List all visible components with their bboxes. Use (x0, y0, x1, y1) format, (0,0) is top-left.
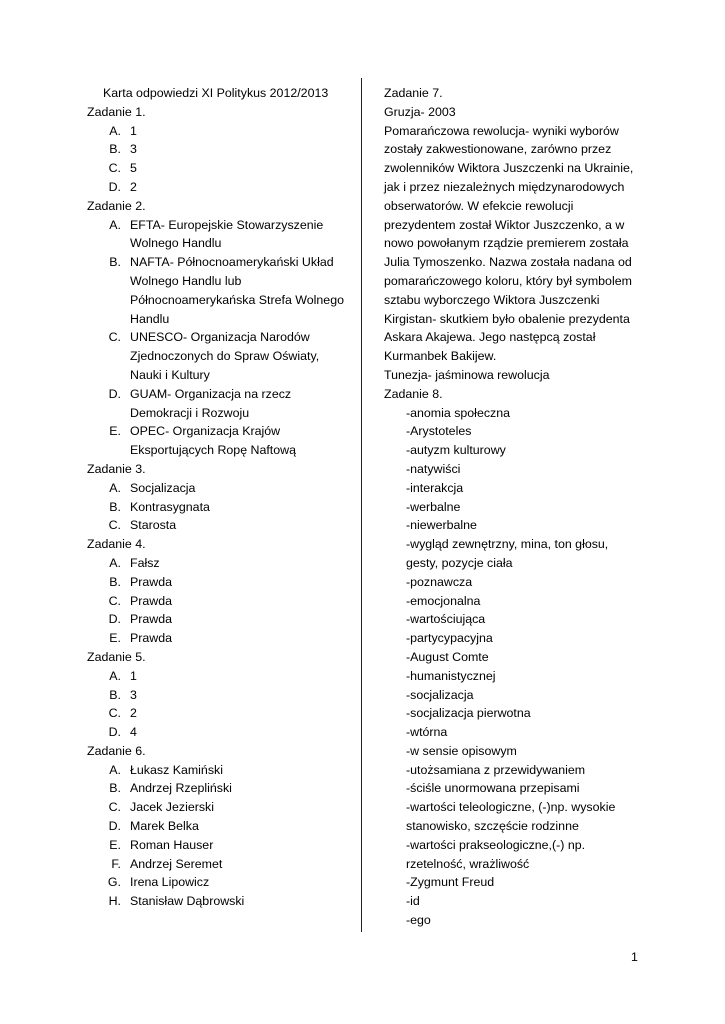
answer-line: -utożsamiana z przewidywaniem (406, 762, 586, 777)
answer-text (130, 253, 355, 328)
answer-line: Andrzej Rzepliński (130, 781, 232, 796)
answer-line: -ego (406, 913, 431, 928)
answer-text (130, 817, 355, 836)
answer-label: C. (108, 800, 121, 815)
answer-item (87, 610, 355, 629)
text-line: zostały zakwestionowane, zarówno przez (384, 142, 612, 157)
answer-label: B. (109, 687, 121, 702)
answer-line: -anomia społeczna (406, 405, 511, 420)
answer-line: Demokracji i Rozwoju (130, 405, 250, 420)
answer-label: C. (108, 593, 121, 608)
answer-text (130, 498, 355, 517)
answer-line: Starosta (130, 518, 177, 533)
answer-line: -partycypacyjna (406, 631, 493, 646)
answer-line: -emocjonalna (406, 593, 481, 608)
answer-line: -socjalizacja (406, 687, 474, 702)
answer-label: D. (108, 819, 121, 834)
answer-item (87, 516, 355, 535)
task-heading: Zadanie 5. (87, 649, 146, 664)
answer-text (130, 873, 355, 892)
answer-text (130, 892, 355, 911)
answer-line: 3 (130, 142, 137, 157)
answer-label: B. (109, 781, 121, 796)
answer-line: UNESCO- Organizacja Narodów (130, 330, 310, 345)
task-heading: Zadanie 1. (87, 104, 146, 119)
answer-label: B. (109, 574, 121, 589)
task-section (87, 535, 355, 648)
answer-label: C. (108, 706, 121, 721)
answer-line: -Zygmunt Freud (406, 875, 495, 890)
answer-label: A. (109, 123, 121, 138)
answer-text (130, 610, 355, 629)
task-8-answer (384, 404, 654, 930)
answer-item (87, 798, 355, 817)
text-line: Pomarańczowa rewolucja- wyniki wyborów (384, 123, 619, 138)
answer-line: -wartości teleologiczne, (-)np. wysokie (406, 800, 616, 815)
answer-line: -August Comte (406, 649, 489, 664)
answer-line: Północnoamerykańska Strefa Wolnego (130, 292, 344, 307)
text-line: sztabu wyborczego Wiktora Juszczenki (384, 292, 600, 307)
answer-line: Nauki i Kultury (130, 367, 210, 382)
answer-text (130, 516, 355, 535)
answer-label: A. (109, 762, 121, 777)
answer-item (87, 667, 355, 686)
answer-line: Jacek Jezierski (130, 800, 215, 815)
left-sections (87, 103, 355, 911)
text-line: jak i przez niezależnych międzynarodowych (384, 179, 625, 194)
answer-item (87, 592, 355, 611)
answer-item (87, 892, 355, 911)
answer-label: B. (109, 142, 121, 157)
answer-label: B. (109, 499, 121, 514)
answer-line: -werbalne (406, 499, 461, 514)
answer-item (87, 855, 355, 874)
answer-line: Eksportujących Ropę Naftową (130, 443, 296, 458)
answer-text (130, 216, 355, 254)
answer-line: -wygląd zewnętrzny, mina, ton głosu, (406, 537, 609, 552)
text-line: nowo powołanym rządzie premierem została (384, 236, 629, 251)
answer-label: C. (108, 330, 121, 345)
answer-item (87, 479, 355, 498)
answer-line: -niewerbalne (406, 518, 477, 533)
answer-item (87, 873, 355, 892)
answer-line: Kontrasygnata (130, 499, 210, 514)
task-section (87, 742, 355, 911)
answer-text (130, 686, 355, 705)
answer-label: C. (108, 161, 121, 176)
answer-label: F. (111, 856, 121, 871)
answer-text (130, 723, 355, 742)
column-divider (361, 78, 362, 932)
answer-line: -ściśle unormowana przepisami (406, 781, 580, 796)
answer-line: Roman Hauser (130, 837, 214, 852)
answer-text (130, 385, 355, 423)
answer-label: H. (108, 894, 121, 909)
answer-line: -wartościująca (406, 612, 486, 627)
answer-text (130, 592, 355, 611)
answer-item (87, 817, 355, 836)
answer-line: rzetelność, wrażliwość (406, 856, 530, 871)
answer-label: G. (107, 875, 121, 890)
answer-line: -id (406, 894, 420, 909)
text-line: Tunezja- jaśminowa rewolucja (384, 367, 550, 382)
answer-line: Prawda (130, 612, 173, 627)
answer-item (87, 761, 355, 780)
task-heading: Zadanie 4. (87, 537, 146, 552)
answer-item (87, 498, 355, 517)
answer-item (87, 723, 355, 742)
answer-text (130, 328, 355, 384)
answer-line: EFTA- Europejskie Stowarzyszenie (130, 217, 324, 232)
answer-text (130, 122, 355, 141)
answer-text (130, 761, 355, 780)
answer-text (130, 178, 355, 197)
answer-label: E. (109, 837, 121, 852)
answer-line: -autyzm kulturowy (406, 443, 506, 458)
answer-line: 3 (130, 687, 137, 702)
answer-label: D. (108, 725, 121, 740)
right-column (384, 84, 654, 930)
answer-line: -socjalizacja pierwotna (406, 706, 531, 721)
answer-line: GUAM- Organizacja na rzecz (130, 386, 292, 401)
answer-line: -natywiści (406, 461, 461, 476)
answer-line: 2 (130, 706, 137, 721)
answer-line: Wolnego Handlu lub (130, 273, 242, 288)
answer-line: -Arystoteles (406, 424, 472, 439)
answer-item (87, 573, 355, 592)
answer-item (87, 178, 355, 197)
page-number: 1 (631, 950, 638, 964)
answer-line: gesty, pozycje ciała (406, 555, 513, 570)
text-line: pomarańczowego koloru, który był symbolem (384, 273, 632, 288)
answer-item (87, 140, 355, 159)
answer-label: D. (108, 612, 121, 627)
answer-label: A. (109, 555, 121, 570)
answer-line: Łukasz Kamiński (130, 762, 223, 777)
answer-text (130, 704, 355, 723)
answer-line: Wolnego Handlu (130, 236, 222, 251)
answer-item (87, 216, 355, 254)
text-line: Askara Akajewa. Jego następcą został (384, 330, 596, 345)
answer-text (130, 554, 355, 573)
task-heading: Zadanie 3. (87, 461, 146, 476)
answer-line: Irena Lipowicz (130, 875, 210, 890)
answer-label: B. (109, 255, 121, 270)
answer-line: Prawda (130, 574, 173, 589)
answer-label: D. (108, 386, 121, 401)
answer-line: -humanistycznej (406, 668, 496, 683)
task-section (87, 197, 355, 460)
task-section (87, 460, 355, 535)
answer-line: Socjalizacja (130, 480, 196, 495)
answer-line: -wtórna (406, 725, 448, 740)
answer-item (87, 686, 355, 705)
answer-line: -poznawcza (406, 574, 473, 589)
answer-line: Stanisław Dąbrowski (130, 894, 245, 909)
answer-label: A. (109, 217, 121, 232)
answer-text (130, 667, 355, 686)
answer-label: A. (109, 668, 121, 683)
answer-item (87, 629, 355, 648)
text-line: zwolenników Wiktora Juszczenki na Ukrainie, (384, 161, 634, 176)
text-line: Julia Tymoszenko. Nazwa została nadana od (384, 255, 632, 270)
task-heading: Zadanie 6. (87, 743, 146, 758)
answer-item (87, 704, 355, 723)
document-title: Karta odpowiedzi XI Politykus 2012/2013 (103, 86, 329, 100)
answer-item (87, 122, 355, 141)
answer-label: C. (108, 518, 121, 533)
text-line: Gruzja- 2003 (384, 104, 456, 119)
answer-line: 5 (130, 161, 137, 176)
answer-label: E. (109, 424, 121, 439)
left-column (87, 84, 355, 911)
answer-item (87, 836, 355, 855)
answer-text (130, 479, 355, 498)
answer-line: Andrzej Seremet (130, 856, 223, 871)
answer-text (130, 855, 355, 874)
text-line: Kirgistan- skutkiem było obalenie prezydenta (384, 311, 630, 326)
answer-text (130, 422, 355, 460)
answer-text (130, 159, 355, 178)
answer-line: -w sensie opisowym (406, 743, 517, 758)
answer-item (87, 159, 355, 178)
answer-line: Fałsz (130, 555, 160, 570)
answer-item (87, 328, 355, 384)
answer-item (87, 554, 355, 573)
answer-line: -interakcja (406, 480, 464, 495)
answer-label: A. (109, 480, 121, 495)
answer-line: Zjednoczonych do Spraw Oświaty, (130, 349, 320, 364)
answer-text (130, 798, 355, 817)
answer-line: Marek Belka (130, 819, 199, 834)
answer-item (87, 779, 355, 798)
answer-line: 1 (130, 668, 137, 683)
task-8-heading: Zadanie 8. (384, 386, 443, 401)
text-line: Kurmanbek Bakijew. (384, 349, 497, 364)
answer-text (130, 779, 355, 798)
answer-line: -wartości prakseologiczne,(-) np. (406, 837, 586, 852)
answer-line: 2 (130, 179, 137, 194)
answer-line: 1 (130, 123, 137, 138)
answer-item (87, 422, 355, 460)
answer-label: E. (109, 631, 121, 646)
answer-line: 4 (130, 725, 137, 740)
task-7-heading: Zadanie 7. (384, 86, 443, 100)
text-line: prezydentem został Wiktor Juszczenko, a w (384, 217, 625, 232)
answer-text (130, 836, 355, 855)
text-line: obserwatorów. W efekcie rewolucji (384, 198, 574, 213)
answer-line: Prawda (130, 593, 173, 608)
task-7-answer (384, 103, 654, 385)
answer-item (87, 253, 355, 328)
answer-line: Handlu (130, 311, 170, 326)
answer-line: Prawda (130, 631, 173, 646)
answer-line: stanowisko, szczęście rodzinne (406, 819, 579, 834)
task-section (87, 648, 355, 742)
answer-line: NAFTA- Północnoamerykański Układ (130, 255, 334, 270)
answer-label: D. (108, 179, 121, 194)
answer-item (87, 385, 355, 423)
answer-text (130, 573, 355, 592)
answer-line: OPEC- Organizacja Krajów (130, 424, 281, 439)
task-section (87, 103, 355, 197)
task-heading: Zadanie 2. (87, 198, 146, 213)
answer-text (130, 629, 355, 648)
answer-text (130, 140, 355, 159)
